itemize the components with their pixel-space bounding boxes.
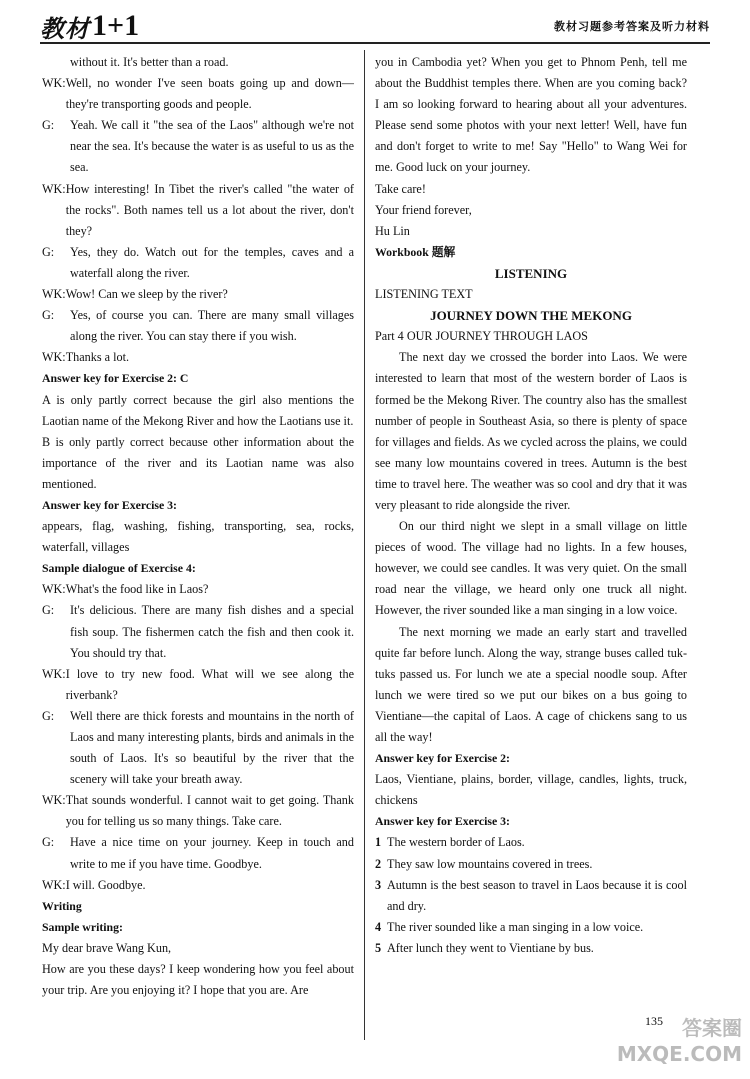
speaker: G: [42, 118, 55, 133]
header-rule [40, 42, 710, 44]
item-text: Autumn is the best season to travel in Laos because it is cool and dry. [387, 877, 687, 913]
letter-closing: Take care! [375, 181, 426, 196]
dialogue-line [42, 284, 354, 305]
speaker: WK: [42, 181, 66, 196]
item-text: They saw low mountains covered in trees. [387, 856, 593, 871]
dialogue-text: That sounds wonderful. I cannot wait to get going. Thank you for telling us so many things. Take care. [65, 793, 354, 829]
paragraph: B is only partly correct because other information about the importance of the river and its Laotian name was also mentioned. [42, 434, 354, 491]
speaker: WK: [42, 666, 66, 681]
dialogue-line [42, 347, 354, 368]
paragraph: appears, flag, washing, fishing, transporting, sea, rocks, waterfall, villages [42, 519, 354, 555]
dialogue-line [42, 179, 354, 242]
dialogue-text: Well there are thick forests and mountains in the north of Laos and many interesting plants, birds and animals in the south of Laos. It's so beautiful by the river that the scenery will take your breath away. [70, 708, 354, 787]
listening-title: LISTENING [494, 265, 568, 281]
answer-item [375, 917, 687, 938]
speaker: WK: [42, 76, 66, 91]
speaker: G: [42, 308, 55, 323]
paragraph: Laos, Vientiane, plains, border, village, candles, lights, truck, chickens [375, 772, 687, 808]
dialogue-text: I love to try new food. What will we see along the riverbank? [65, 666, 354, 702]
dialogue-text: Thanks a lot. [65, 350, 129, 365]
section-heading: Answer key for Exercise 3: [375, 814, 510, 829]
speaker: WK: [42, 877, 66, 892]
dialogue-line [42, 875, 354, 896]
speaker: G: [42, 835, 55, 850]
letter-signature: Hu Lin [375, 223, 410, 238]
dialogue-text: What's the food like in Laos? [65, 582, 209, 597]
item-number: 3 [375, 877, 382, 892]
paragraph: The next day we crossed the border into Laos. We were interested to learn that most of the western border of Laos is formed be the Mekong River. The country also has the smallest number of people in Southeast Asia, so there is plenty of space for villages and fields. As we cycled across the plains, we could see many low mountains covered in trees. Autumn is the best time to travel here. The weather was so cool and dry that it was very pleasant to ride alongside the river. [375, 350, 687, 512]
part-title: Part 4 OUR JOURNEY THROUGH LAOS [375, 329, 588, 344]
item-number: 1 [375, 835, 382, 850]
section-heading: Sample writing: [42, 919, 123, 934]
section-heading: Workbook 题解 [375, 244, 456, 259]
paragraph: The next morning we made an early start and travelled quite far before lunch. Along the way, strange buses called tuk-tuks passed us. For lunch we ate a special noodle soup. After lunch we were tired so we put our bikes on a bus going to Vientiane—the capital of Laos. A cage of chickens sang to us all the way! [375, 624, 687, 744]
dialogue-text: Have a nice time on your journey. Keep in touch and write to me if you have time. Goodbye. [70, 835, 354, 871]
dialogue-text: It's delicious. There are many fish dishes and a special fish soup. The fishermen catch the fish and then cook it. You should try that. [70, 603, 354, 660]
answer-item [375, 875, 687, 917]
speaker: G: [42, 708, 55, 723]
paragraph: A is only partly correct because the girl also mentions the Laotian name of the Mekong River and how the Laotians use it. [42, 392, 354, 428]
item-number: 2 [375, 856, 382, 871]
item-text: After lunch they went to Vientiane by bus. [387, 940, 594, 955]
right-column [375, 52, 687, 959]
answer-item [375, 832, 687, 853]
section-heading: Answer key for Exercise 2: [375, 751, 510, 766]
answer-item [375, 854, 687, 875]
dialogue-text: Yeah. We call it "the sea of the Laos" although we're not near the sea. It's because the water is as useful to us as the sea. [70, 118, 354, 175]
speaker: WK: [42, 287, 66, 302]
item-text: The river sounded like a man singing in a low voice. [387, 919, 644, 934]
item-text: The western border of Laos. [387, 835, 525, 850]
speaker: G: [42, 244, 55, 259]
dialogue-line [42, 600, 354, 663]
page-header [0, 0, 750, 48]
speaker: WK: [42, 582, 66, 597]
dialogue-line [42, 115, 354, 178]
page-number: 135 [645, 1014, 663, 1028]
dialogue-line [42, 242, 354, 284]
speaker: WK: [42, 793, 66, 808]
letter-closing: Your friend forever, [375, 202, 472, 217]
dialogue-text: Yes, they do. Watch out for the temples, caves and a waterfall along the river. [70, 244, 354, 280]
dialogue-line [42, 832, 354, 874]
logo-number: 1+1 [92, 9, 140, 42]
section-heading: Writing [42, 898, 82, 913]
answer-item [375, 938, 687, 959]
book-logo [40, 8, 139, 44]
column-divider [364, 50, 365, 1040]
dialogue-line [42, 73, 354, 115]
dialogue-text: I will. Goodbye. [65, 877, 146, 892]
paragraph: you in Cambodia yet? When you get to Phnom Penh, tell me about the Buddhist temples there. When are you coming back? I am so looking forward to hearing about all your adventures. Please send some photos with your next letter! Well, have fun and don't forget to write to me! Say "Hello" to Wang Wei for me. Good luck on your journey. [375, 55, 687, 175]
dialogue-line: without it. It's better than a road. [70, 55, 229, 69]
dialogue-line [42, 305, 354, 347]
speaker: G: [42, 603, 55, 618]
dialogue-text: Yes, of course you can. There are many small villages along the river. You can stay there if you wish. [70, 308, 354, 344]
watermark: 答案圈 MXQE.COM [616, 1016, 742, 1066]
dialogue-line [42, 706, 354, 790]
dialogue-text: Wow! Can we sleep by the river? [65, 287, 228, 302]
paragraph: How are you these days? I keep wondering how you feel about your trip. Are you enjoying it? I hope that you are. Are [42, 962, 354, 998]
item-number: 5 [375, 940, 382, 955]
dialogue-text: Well, no wonder I've seen boats going up and down—they're transporting goods and people. [65, 76, 354, 112]
dialogue-line [42, 790, 354, 832]
journey-title: JOURNEY DOWN THE MEKONG [430, 308, 632, 324]
listening-text-label: LISTENING TEXT [375, 287, 473, 302]
section-heading: Answer key for Exercise 3: [42, 497, 177, 512]
dialogue-line [42, 664, 354, 706]
speaker: WK: [42, 350, 66, 365]
item-number: 4 [375, 919, 382, 934]
dialogue-text: How interesting! In Tibet the river's called "the water of the rocks". Both names tell us a lot about the river, don't they? [65, 181, 354, 238]
letter-greeting: My dear brave Wang Kun, [42, 940, 172, 955]
section-heading: Answer key for Exercise 2: C [42, 371, 189, 386]
left-column [42, 52, 354, 1001]
logo-chinese: 教材 [40, 13, 90, 43]
paragraph: On our third night we slept in a small village on little pieces of wood. The village had no lights. In a few houses, however, we could see candles. It was very quiet. On the small road near the village, we heard only one truck all night. However, the river sounded like a man singing in a low voice. [375, 519, 687, 618]
header-subtitle: 教材习题参考答案及听力材料 [554, 20, 710, 33]
dialogue-line [42, 579, 354, 600]
section-heading: Sample dialogue of Exercise 4: [42, 561, 196, 576]
